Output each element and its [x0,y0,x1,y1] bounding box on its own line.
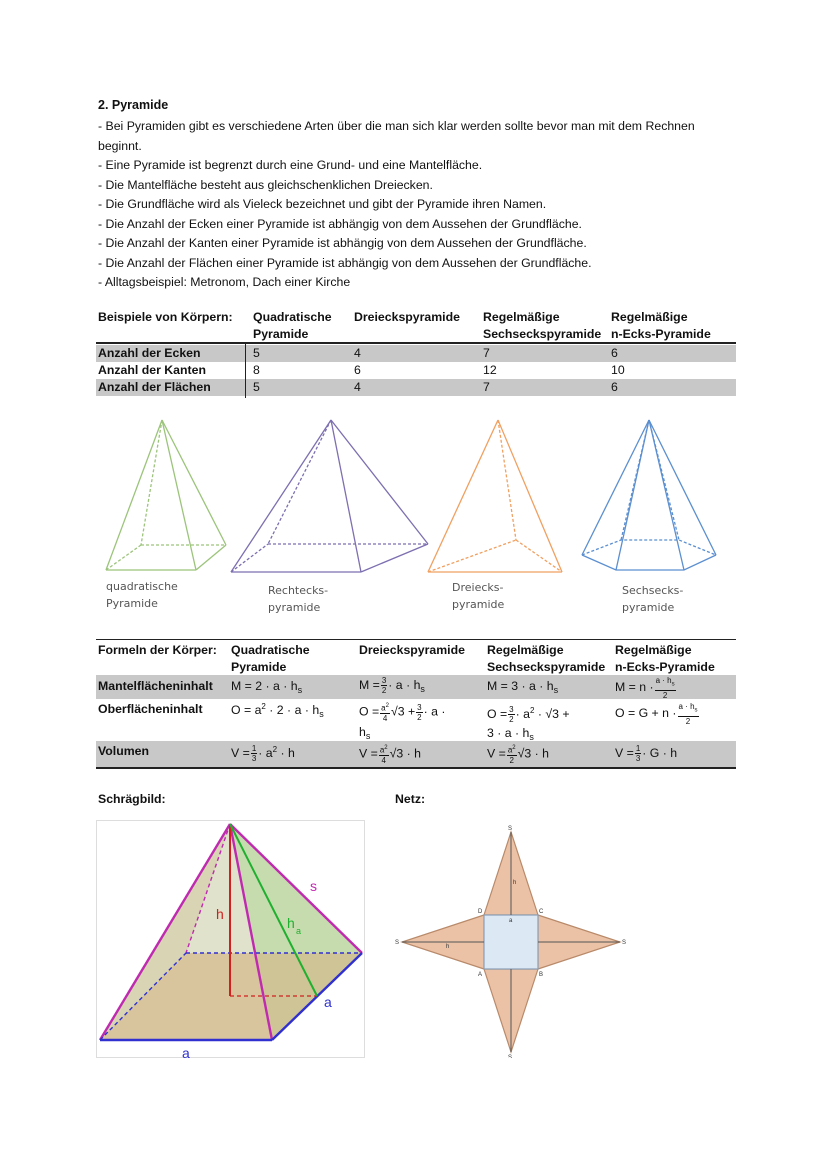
label-a-side: a [324,994,332,1010]
net-S-left: S [395,940,400,946]
net-S-bottom: S [508,1055,513,1058]
hexagon-pyramid-sketch [582,420,716,570]
table1-header-hex: Regelmäßige Sechseckspyramide [483,310,602,341]
table2-top-rule [96,639,736,640]
bullet-line: - Alltagsbeispiel: Metronom, Dach einer Kirche [98,275,351,289]
net-C: C [539,909,544,915]
bullet-line: - Die Anzahl der Kanten einer Pyramide ist abhängig von dem Aussehen der Grundfläche. [98,236,587,250]
net-a: a [509,918,513,924]
square-pyramid-sketch [106,420,226,570]
formula-v-tri: V = $\frac{a^2}{4}$ √3 · h [359,745,421,765]
label-h: h [216,906,224,922]
label-ha: h [287,915,295,931]
table2-header-tri: Dreieckspyramide [359,643,465,657]
formula-m-hex: $M = 3 \cdot a \cdot h_s$ [487,679,559,695]
table2-bottom-rule [96,767,736,769]
net-S-right: S [622,940,627,946]
label-a-bottom: a [182,1045,190,1061]
net-ha: h [513,880,517,886]
formula-v-n: V = $\frac{1}{3}$ · G · h [615,744,678,763]
sketch-label-hex: Sechsecks- pyramide [622,584,684,614]
table-row: Anzahl der Flächen 5 4 7 6 [96,379,736,396]
triangle-pyramid-sketch [428,420,562,572]
label-s: s [310,878,317,894]
rectangle-pyramid-sketch [231,420,428,572]
pyramid-sketches [96,410,736,585]
table1-header-tri: Dreieckspyramide [354,310,460,324]
pyramid-oblique-figure [96,820,366,1065]
bullet-line: - Die Anzahl der Ecken einer Pyramide ist abhängig von dem Aussehen der Grundfläche. [98,216,582,231]
pyramid-net-figure [394,822,630,1058]
row-label-volumen: Volumen [98,744,150,758]
sketch-label-rect: Rechtecks- pyramide [268,584,329,614]
formula-m-quad: $M = 2 \cdot a \cdot h_s$ [231,679,303,695]
label-ha-sub: a [296,926,302,936]
table2-corner: Formeln der Körper: [98,643,217,657]
net-S-top: S [508,826,513,832]
formula-v-quad: V = $\frac{1}{3}$ · $a^2 \cdot h$ [231,744,295,763]
formula-o-hex: O = $\frac{3}{2}$ · $a^2 \cdot √3$ + $3 \cdot a \cdot h_s$ [487,705,570,743]
table2-header-hex: Regelmäßige Sechseckspyramide [487,643,606,674]
row-label-mantel: Mantelflächeninhalt [98,679,213,693]
formula-v-hex: V = $\frac{a^2}{2}$ √3 · h [487,745,549,765]
formula-m-tri: M = $\frac{3}{2}$ · $a \cdot h_s$ [359,676,425,695]
formula-o-quad: $O = a^2 \cdot 2 \cdot a \cdot h_s$ [231,702,324,719]
bullet-line: - Die Grundfläche wird als Vieleck bezeichnet und gibt der Pyramide ihren Namen. [98,197,547,211]
table1-header-quad: Quadratische Pyramide [253,310,332,341]
netz-label: Netz: [395,792,426,806]
table2-header-n: Regelmäßige n-Ecks-Pyramide [615,643,715,674]
net-B: B [539,972,544,978]
bullet-line: - Die Mantelfläche besteht aus gleichschenklichen Dreiecken. [98,177,433,192]
table1-rule [96,342,736,344]
formula-m-n: M = n · $\frac{a \cdot h_s}{2}$ [615,676,675,700]
bullet-line: - Eine Pyramide ist begrenzt durch eine Grund- und eine Mantelfläche. [98,158,483,172]
section-heading: 2. Pyramide [98,98,169,112]
net-ha-left: h [446,944,450,950]
table2-header-quad: Quadratische Pyramide [231,643,310,674]
table1-divider [245,342,246,398]
net-D: D [478,909,483,915]
net-A: A [478,972,483,978]
table-row: Anzahl der Kanten 8 6 12 10 [98,363,625,377]
bullet-line: - Bei Pyramiden gibt es verschiedene Arten über die man sich klar werden sollte bevor man mit dem Rechnen [98,119,695,133]
schraegbild-label: Schrägbild: [98,792,166,806]
sketch-label-quad: quadratische Pyramide [106,580,178,610]
row-label-oberflaeche: Oberflächeninhalt [98,702,203,716]
table1-corner: Beispiele von Körpern: [98,310,233,324]
formula-o-tri: O = $\frac{a^2}{4}$ √3 + $\frac{3}{2}$ · a · $h_s$ [359,702,446,741]
sketch-label-tri: Dreiecks- pyramide [452,581,505,611]
bullet-line: - Die Anzahl der Flächen einer Pyramide ist abhängig von dem Aussehen der Grundfläche. [98,255,592,270]
table-row: Anzahl der Ecken 5 4 7 6 [96,345,736,362]
bullet-line: beginnt. [98,138,142,153]
table1-header-n: Regelmäßige n-Ecks-Pyramide [611,310,711,341]
formula-o-n: O = G + n · $\frac{a \cdot h_s}{2}$ [615,702,698,726]
